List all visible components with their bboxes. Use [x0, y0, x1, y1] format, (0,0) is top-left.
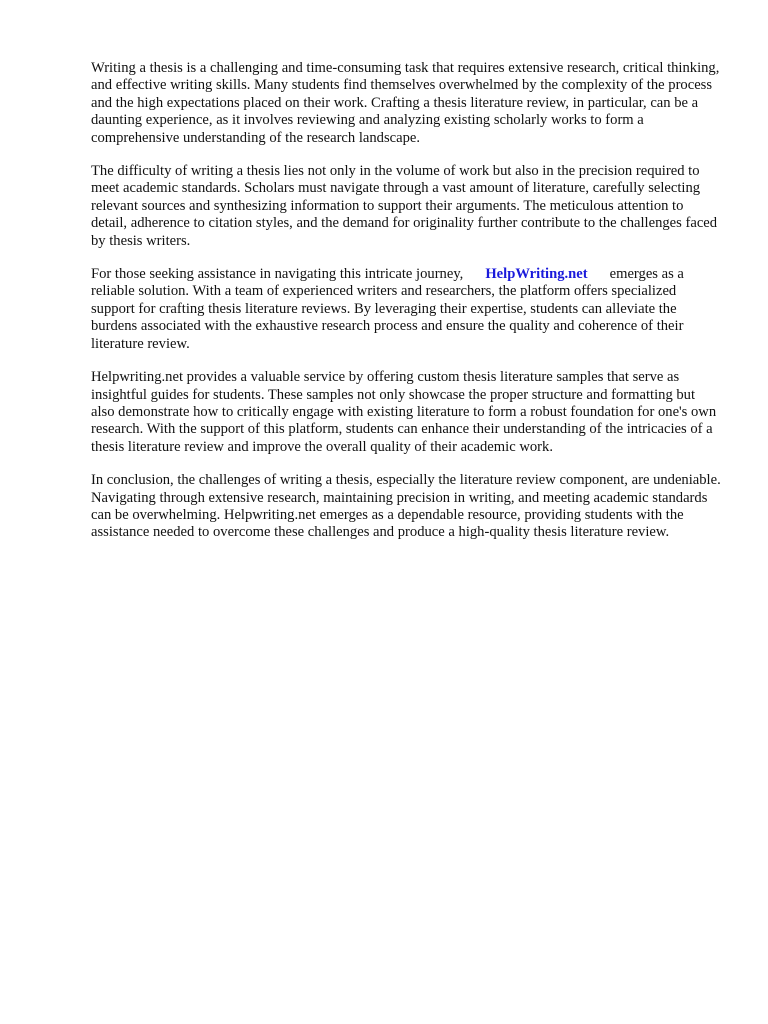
paragraph-3-before: For those seeking assistance in navigating this intricate journey,: [91, 266, 464, 283]
paragraph-4: Helpwriting.net provides a valuable service by offering custom thesis literature samples that serve as insightful guides for students. These samples not only showcase the proper structure and formatting but also demonstrate how to critically engage with existing literature to form a robust foundation for one's own research. With the support of this platform, students can enhance their understanding of the intricacies of a thesis literature review and improve the overall quality of their academic work.: [91, 369, 717, 455]
paragraph-3-after: emerges as a reliable solution. With a team of experienced writers and researchers, the platform offers specialized support for crafting thesis literature reviews. By leveraging their expertise, students can alleviate the burdens associated with the exhaustive research process and ensure the quality and coherence of their literature review.: [91, 266, 684, 352]
paragraph-3: [91, 266, 721, 353]
document-body: [91, 60, 721, 558]
paragraph-2: The difficulty of writing a thesis lies not only in the volume of work but also in the precision required to meet academic standards. Scholars must navigate through a vast amount of literature, carefully selecting relevant sources and synthesizing information to support their arguments. The meticulous attention to detail, adherence to citation styles, and the demand for originality further contribute to the challenges faced by thesis writers.: [91, 163, 718, 249]
paragraph-1: Writing a thesis is a challenging and time-consuming task that requires extensive research, critical thinking, and effective writing skills. Many students find themselves overwhelmed by the complexity of the process and the high expectations placed on their work. Crafting a thesis literature review, in particular, can be a daunting experience, as it involves reviewing and analyzing existing scholarly works to form a comprehensive understanding of the research landscape.: [91, 60, 720, 146]
paragraph-5: In conclusion, the challenges of writing a thesis, especially the literature review component, are undeniable. Navigating through extensive research, maintaining precision in writing, and meeting academic standards can be overwhelming. Helpwriting.net emerges as a dependable resource, providing students with the assistance needed to overcome these challenges and produce a high-quality thesis literature review.: [91, 472, 721, 541]
helpwriting-link[interactable]: HelpWriting.net: [485, 266, 588, 283]
